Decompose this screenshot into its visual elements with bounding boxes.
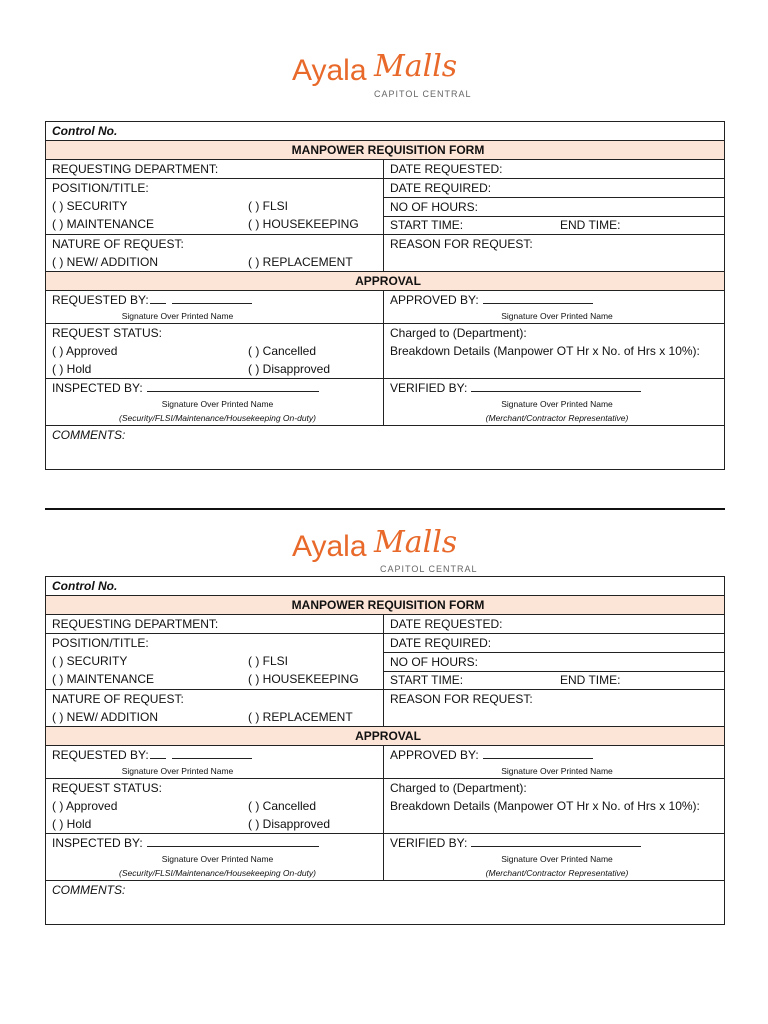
requested-by-label: REQUESTED BY: (52, 293, 149, 307)
option-maintenance[interactable]: ( ) MAINTENANCE (52, 217, 154, 231)
signature-line (483, 746, 593, 759)
time-field[interactable] (384, 672, 725, 690)
control-no-label: Control No. (52, 124, 118, 138)
no-of-hours-field[interactable] (384, 198, 725, 217)
form-title: MANPOWER REQUISITION FORM (46, 596, 725, 615)
requested-by-label: REQUESTED BY: (52, 748, 149, 762)
position-title-label: POSITION/TITLE: (52, 636, 149, 650)
date-requested-field[interactable] (384, 160, 725, 179)
date-requested-label: DATE REQUESTED: (390, 162, 503, 176)
signature-caption: Signature Over Printed Name (501, 399, 613, 409)
approved-by-label: APPROVED BY: (390, 748, 479, 762)
option-replacement[interactable]: ( ) REPLACEMENT (248, 710, 353, 724)
signature-caption: Signature Over Printed Name (501, 766, 613, 776)
option-security[interactable]: ( ) SECURITY (52, 654, 128, 668)
request-status-field (46, 779, 384, 834)
comments-label: COMMENTS: (52, 883, 126, 897)
brand-name-part1: Ayala (292, 530, 367, 563)
option-approved[interactable]: ( ) Approved (52, 799, 118, 813)
start-time-label: START TIME: (390, 218, 464, 232)
requesting-department-field[interactable] (46, 160, 384, 179)
option-cancelled[interactable]: ( ) Cancelled (248, 799, 317, 813)
nature-of-request-label: NATURE OF REQUEST: (52, 692, 184, 706)
comments-field[interactable] (46, 881, 725, 925)
option-housekeeping[interactable]: ( ) HOUSEKEEPING (248, 672, 359, 686)
option-approved[interactable]: ( ) Approved (52, 344, 118, 358)
breakdown-details-label: Breakdown Details (Manpower OT Hr x No. of Hrs x 10%): (390, 799, 700, 813)
option-disapproved[interactable]: ( ) Disapproved (248, 817, 331, 831)
brand-name-part2: Malls (374, 525, 458, 560)
brand-logo (0, 44, 768, 104)
position-title-field (46, 179, 384, 235)
reason-for-request-field[interactable] (384, 235, 725, 272)
option-security[interactable]: ( ) SECURITY (52, 199, 128, 213)
signature-caption: Signature Over Printed Name (121, 766, 234, 776)
charged-to-field[interactable] (384, 779, 725, 834)
option-hold[interactable]: ( ) Hold (52, 362, 92, 376)
form-title: MANPOWER REQUISITION FORM (46, 141, 725, 160)
request-status-label: REQUEST STATUS: (52, 326, 163, 340)
inspected-by-field[interactable] (46, 379, 384, 426)
date-required-label: DATE REQUIRED: (390, 181, 492, 195)
signature-caption: Signature Over Printed Name (161, 854, 274, 864)
nature-of-request-field (46, 690, 384, 727)
no-of-hours-label: NO OF HOURS: (390, 200, 479, 214)
signature-line (147, 834, 319, 847)
signature-line (150, 291, 166, 304)
start-time-label: START TIME: (390, 673, 464, 687)
approved-by-label: APPROVED BY: (390, 293, 479, 307)
nature-of-request-field (46, 235, 384, 272)
date-requested-label: DATE REQUESTED: (390, 617, 503, 631)
date-required-field[interactable] (384, 634, 725, 653)
signature-caption: Signature Over Printed Name (501, 854, 613, 864)
time-field[interactable] (384, 217, 725, 235)
verified-by-field[interactable] (384, 379, 725, 426)
requisition-form (45, 121, 725, 470)
brand-subtitle: CAPITOL CENTRAL (374, 89, 472, 99)
signature-line (471, 834, 641, 847)
position-title-label: POSITION/TITLE: (52, 181, 149, 195)
date-requested-field[interactable] (384, 615, 725, 634)
verified-by-field[interactable] (384, 834, 725, 881)
inspected-by-field[interactable] (46, 834, 384, 881)
option-housekeeping[interactable]: ( ) HOUSEKEEPING (248, 217, 359, 231)
charged-to-label: Charged to (Department): (390, 326, 527, 340)
reason-for-request-field[interactable] (384, 690, 725, 727)
ayala-malls-logo-icon (290, 44, 490, 100)
verifier-role-caption: (Merchant/Contractor Representative) (485, 868, 629, 878)
reason-for-request-label: REASON FOR REQUEST: (390, 692, 533, 706)
control-no-field[interactable] (46, 577, 725, 596)
requesting-department-label: REQUESTING DEPARTMENT: (52, 162, 219, 176)
request-status-label: REQUEST STATUS: (52, 781, 163, 795)
signature-line (172, 291, 252, 304)
approved-by-field[interactable] (384, 746, 725, 779)
comments-field[interactable] (46, 426, 725, 470)
control-no-label: Control No. (52, 579, 118, 593)
requesting-department-label: REQUESTING DEPARTMENT: (52, 617, 219, 631)
option-maintenance[interactable]: ( ) MAINTENANCE (52, 672, 154, 686)
end-time-label: END TIME: (560, 218, 621, 232)
approval-header: APPROVAL (46, 727, 725, 746)
option-replacement[interactable]: ( ) REPLACEMENT (248, 255, 353, 269)
brand-subtitle: CAPITOL CENTRAL (380, 564, 478, 574)
inspector-role-caption: (Security/FLSI/Maintenance/Housekeeping On-duty) (118, 413, 316, 423)
option-flsi[interactable]: ( ) FLSI (248, 199, 289, 213)
requested-by-field[interactable] (46, 746, 384, 779)
charged-to-field[interactable] (384, 324, 725, 379)
control-no-field[interactable] (46, 122, 725, 141)
reason-for-request-label: REASON FOR REQUEST: (390, 237, 533, 251)
option-new-addition[interactable]: ( ) NEW/ ADDITION (52, 710, 158, 724)
signature-line (150, 746, 166, 759)
option-new-addition[interactable]: ( ) NEW/ ADDITION (52, 255, 158, 269)
brand-name-part2: Malls (374, 49, 458, 84)
verifier-role-caption: (Merchant/Contractor Representative) (485, 413, 629, 423)
signature-line (147, 379, 319, 392)
inspected-by-label: INSPECTED BY: (52, 836, 143, 850)
position-title-field (46, 634, 384, 690)
date-required-field[interactable] (384, 179, 725, 198)
signature-line (172, 746, 252, 759)
requesting-department-field[interactable] (46, 615, 384, 634)
cut-line-divider (45, 508, 725, 510)
date-required-label: DATE REQUIRED: (390, 636, 492, 650)
no-of-hours-label: NO OF HOURS: (390, 655, 479, 669)
verified-by-label: VERIFIED BY: (390, 836, 468, 850)
option-disapproved[interactable]: ( ) Disapproved (248, 362, 331, 376)
brand-logo (0, 520, 768, 580)
requested-by-field[interactable] (46, 291, 384, 324)
approved-by-field[interactable] (384, 291, 725, 324)
breakdown-details-label: Breakdown Details (Manpower OT Hr x No. of Hrs x 10%): (390, 344, 700, 358)
inspector-role-caption: (Security/FLSI/Maintenance/Housekeeping On-duty) (118, 868, 316, 878)
ayala-malls-logo-icon (290, 520, 490, 576)
signature-caption: Signature Over Printed Name (121, 311, 234, 321)
inspected-by-label: INSPECTED BY: (52, 381, 143, 395)
option-flsi[interactable]: ( ) FLSI (248, 654, 289, 668)
request-status-field (46, 324, 384, 379)
option-cancelled[interactable]: ( ) Cancelled (248, 344, 317, 358)
no-of-hours-field[interactable] (384, 653, 725, 672)
brand-name-part1: Ayala (292, 54, 367, 87)
signature-caption: Signature Over Printed Name (501, 311, 613, 321)
approval-header: APPROVAL (46, 272, 725, 291)
verified-by-label: VERIFIED BY: (390, 381, 468, 395)
signature-caption: Signature Over Printed Name (161, 399, 274, 409)
signature-line (483, 291, 593, 304)
requisition-form (45, 576, 725, 925)
nature-of-request-label: NATURE OF REQUEST: (52, 237, 184, 251)
charged-to-label: Charged to (Department): (390, 781, 527, 795)
option-hold[interactable]: ( ) Hold (52, 817, 92, 831)
end-time-label: END TIME: (560, 673, 621, 687)
signature-line (471, 379, 641, 392)
comments-label: COMMENTS: (52, 428, 126, 442)
